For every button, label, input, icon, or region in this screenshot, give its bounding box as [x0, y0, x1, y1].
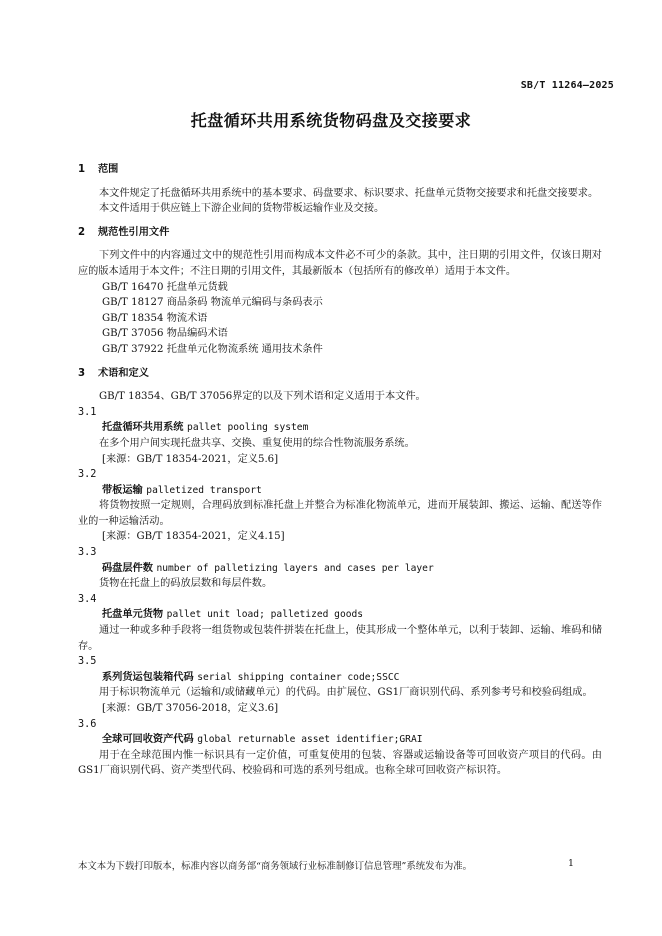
- term-number: 3.1: [78, 406, 97, 418]
- term-heading: [78, 561, 602, 577]
- term-en: pallet unit load; palletized goods: [166, 609, 364, 621]
- term-definition: 货物在托盘上的码放层数和每层件数。: [99, 578, 273, 590]
- section-number: 2: [78, 226, 86, 238]
- section-title: 规范性引用文件: [98, 226, 170, 238]
- term-number: 3.3: [78, 547, 97, 559]
- term-source: [来源：GB/T 18354-2021，定义5.6]: [102, 453, 279, 465]
- term-heading: [78, 420, 602, 436]
- term-number: 3.4: [78, 593, 97, 605]
- term-zh: 带板运输: [102, 484, 143, 496]
- section-3-heading: [78, 366, 602, 382]
- term-en: number of palletizing layers and cases per layer: [156, 562, 434, 574]
- term-source: [来源：GB/T 18354-2021，定义4.15]: [102, 531, 285, 543]
- paragraph: 本文件适用于供应链上下游企业间的货物带板运输作业及交接。: [99, 203, 385, 215]
- term-heading: [78, 670, 602, 686]
- term-en: pallet pooling system: [187, 422, 309, 434]
- term-number: 3.6: [78, 718, 97, 730]
- term-zh: 托盘循环共用系统: [102, 422, 184, 434]
- term-definition: 通过一种或多种手段将一组货物或包装件拼装在托盘上，使其形成一个整体单元，以利于装卸、运输、堆码和储存。: [78, 625, 602, 652]
- document-title: 托盘循环共用系统货物码盘及交接要求: [190, 111, 472, 130]
- term-zh: 系列货运包装箱代码: [102, 671, 194, 683]
- section-2-heading: [78, 225, 602, 241]
- section-number: 3: [78, 367, 86, 379]
- term-number: 3.2: [78, 469, 97, 481]
- reference-item: GB/T 16470 托盘单元货载: [102, 281, 228, 293]
- term-zh: 托盘单元货物: [102, 609, 164, 621]
- term-definition: 将货物按照一定规则，合理码放到标准托盘上并整合为标准化物流单元，进而开展装卸、搬运、运输、配送等作业的一种运输活动。: [78, 500, 602, 527]
- reference-item: GB/T 37922 托盘单元化物流系统 通用技术条件: [102, 343, 323, 355]
- term-zh: 全球可回收资产代码: [102, 734, 194, 746]
- reference-item: GB/T 37056 物品编码术语: [102, 328, 228, 340]
- reference-item: GB/T 18354 物流术语: [102, 312, 208, 324]
- term-heading: [78, 607, 602, 623]
- page-footer: [78, 858, 574, 872]
- section-title: 范围: [98, 164, 119, 175]
- section-number: 1: [78, 164, 86, 175]
- term-definition: 用于标识物流单元（运输和/或储藏单元）的代码。由扩展位、GS1厂商识别代码、系列参考号和校验码组成。: [99, 687, 593, 699]
- reference-item: GB/T 18127 商品条码 物流单元编码与条码表示: [102, 297, 323, 309]
- document-body: [78, 162, 602, 779]
- standard-number: SB/T 11264—2025: [520, 80, 614, 91]
- term-en: global returnable asset identifier;GRAI: [197, 734, 423, 746]
- term-zh: 码盘层件数: [102, 562, 153, 574]
- paragraph: GB/T 18354、GB/T 37056界定的以及下列术语和定义适用于本文件。: [99, 391, 426, 403]
- term-number: 3.5: [78, 656, 97, 668]
- footer-note: 本文本为下载打印版本，标准内容以商务部“商务领域行业标准制修订信息管理”系统发布为准。: [78, 861, 472, 872]
- term-heading: [78, 732, 602, 748]
- term-definition: 用于在全球范围内惟一标识具有一定价值，可重复使用的包装、容器或运输设备等可回收资产项目的代码。由GS1厂商识别代码、资产类型代码、校验码和可选的系列号组成。也称全球可回收资产标识符。: [78, 749, 602, 777]
- term-heading: [78, 483, 602, 499]
- term-en: palletized transport: [146, 484, 262, 496]
- term-source: [来源：GB/T 37056-2018，定义3.6]: [102, 703, 279, 714]
- paragraph: 下列文件中的内容通过文中的规范性引用而构成本文件必不可少的条款。其中，注日期的引用文件，仅该日期对应的版本适用于本文件；不注日期的引用文件，其最新版本（包括所有的修改单）适用于本文件。: [78, 250, 602, 277]
- page-number: 1: [568, 858, 574, 869]
- section-title: 术语和定义: [98, 367, 149, 379]
- term-definition: 在多个用户间实现托盘共享、交换、重复使用的综合性物流服务系统。: [99, 437, 415, 449]
- section-1-heading: [78, 162, 602, 178]
- term-en: serial shipping container code;SSCC: [197, 671, 400, 683]
- paragraph: 本文件规定了托盘循环共用系统中的基本要求、码盘要求、标识要求、托盘单元货物交接要求和托盘交接要求。: [99, 187, 599, 199]
